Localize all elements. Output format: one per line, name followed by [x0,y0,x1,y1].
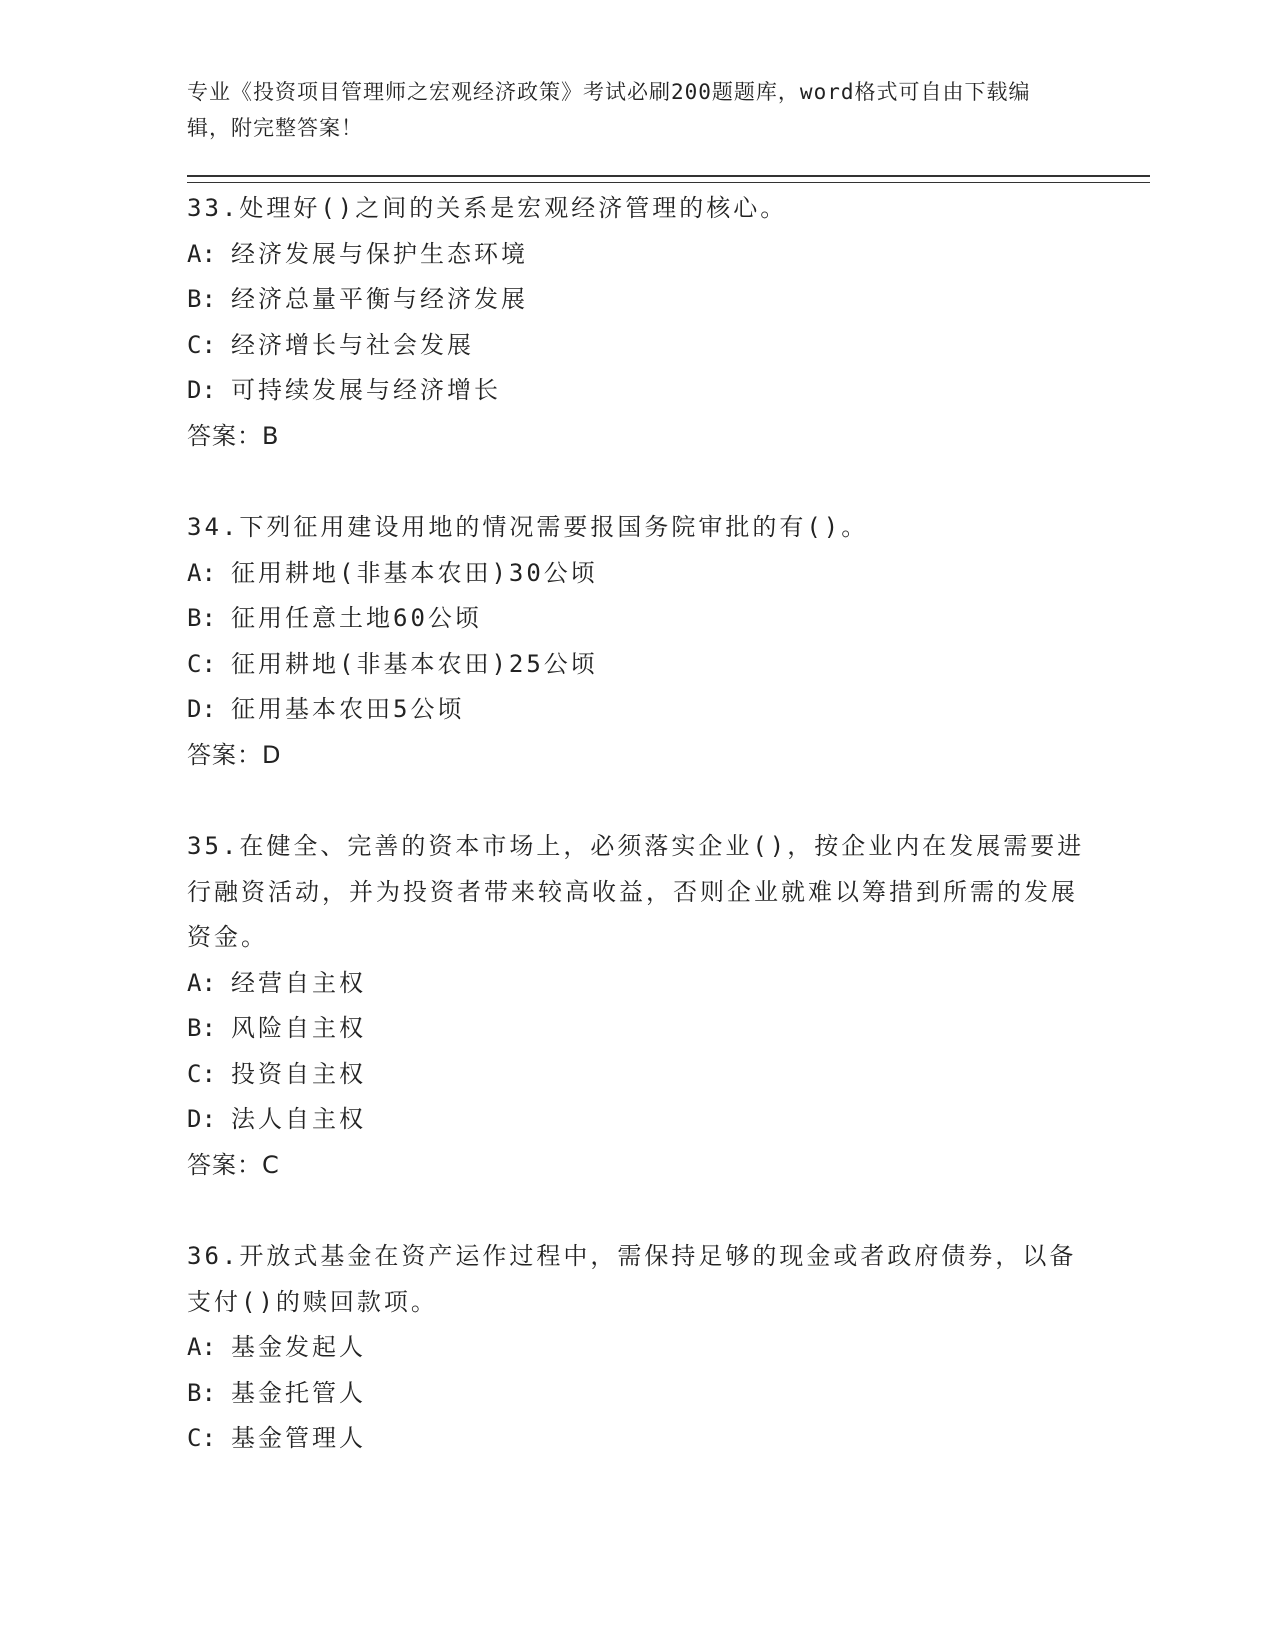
option-a [187,551,1087,597]
option-letter: A: [187,558,216,587]
option-text: 经济总量平衡与经济发展 [231,285,528,313]
option-text: 可持续发展与经济增长 [231,376,501,404]
header-divider-thick [187,175,1150,177]
option-c [187,1052,1087,1098]
option-b [187,596,1087,642]
option-letter: A: [187,239,216,268]
option-c [187,1416,1087,1462]
question-35 [187,824,1087,1188]
option-letter: C: [187,649,216,678]
option-text: 基金托管人 [231,1378,366,1407]
option-a [187,961,1087,1007]
option-letter: B: [187,1014,216,1042]
option-text: 征用耕地(非基本农田)25公顷 [231,649,598,678]
question-34 [187,505,1087,778]
option-text: 征用任意土地60公顷 [231,604,482,632]
option-letter: A: [187,968,216,997]
option-text: 征用基本农田5公顷 [231,695,465,723]
option-text: 风险自主权 [231,1014,366,1042]
option-d [187,368,1087,414]
question-stem: 35.在健全、完善的资本市场上，必须落实企业()，按企业内在发展需要进行融资活动，并为投资者带来较高收益，否则企业就难以筹措到所需的发展资金。 [187,832,1085,951]
option-letter: D: [187,376,216,404]
question-36 [187,1234,1087,1462]
option-b [187,1006,1087,1052]
question-stem: 33.处理好()之间的关系是宏观经济管理的核心。 [187,194,788,222]
option-letter: D: [187,695,216,723]
option-text: 投资自主权 [231,1059,366,1088]
option-letter: C: [187,1424,216,1452]
option-c [187,642,1087,688]
option-a [187,232,1087,278]
answer-line: 答案：C [187,1150,280,1179]
option-letter: B: [187,604,216,632]
option-text: 基金管理人 [231,1424,366,1452]
option-text: 经济增长与社会发展 [231,330,474,359]
option-letter: C: [187,330,216,359]
option-b [187,277,1087,323]
option-letter: B: [187,285,216,313]
option-text: 征用耕地(非基本农田)30公顷 [231,558,598,587]
question-stem: 36.开放式基金在资产运作过程中，需保持足够的现金或者政府债券，以备支付()的赎回款项。 [187,1242,1077,1316]
option-a [187,1325,1087,1371]
option-letter: B: [187,1378,216,1407]
answer-line: 答案：B [187,421,280,450]
option-text: 基金发起人 [231,1333,366,1361]
option-d [187,687,1087,733]
option-text: 经营自主权 [231,968,366,997]
answer-line: 答案：D [187,740,282,769]
option-text: 法人自主权 [231,1105,366,1133]
question-33 [187,186,1087,459]
option-letter: D: [187,1105,216,1133]
option-d [187,1097,1087,1143]
option-text: 经济发展与保护生态环境 [231,239,528,268]
option-letter: A: [187,1333,216,1361]
option-c [187,323,1087,369]
question-list [187,186,1087,1508]
document-header: 专业《投资项目管理师之宏观经济政策》考试必刷200题题库，word格式可自由下载编辑，附完整答案！ [187,80,1031,140]
option-b [187,1371,1087,1417]
option-letter: C: [187,1059,216,1088]
question-stem: 34.下列征用建设用地的情况需要报国务院审批的有()。 [187,513,869,541]
header-divider-thin [187,182,1150,183]
